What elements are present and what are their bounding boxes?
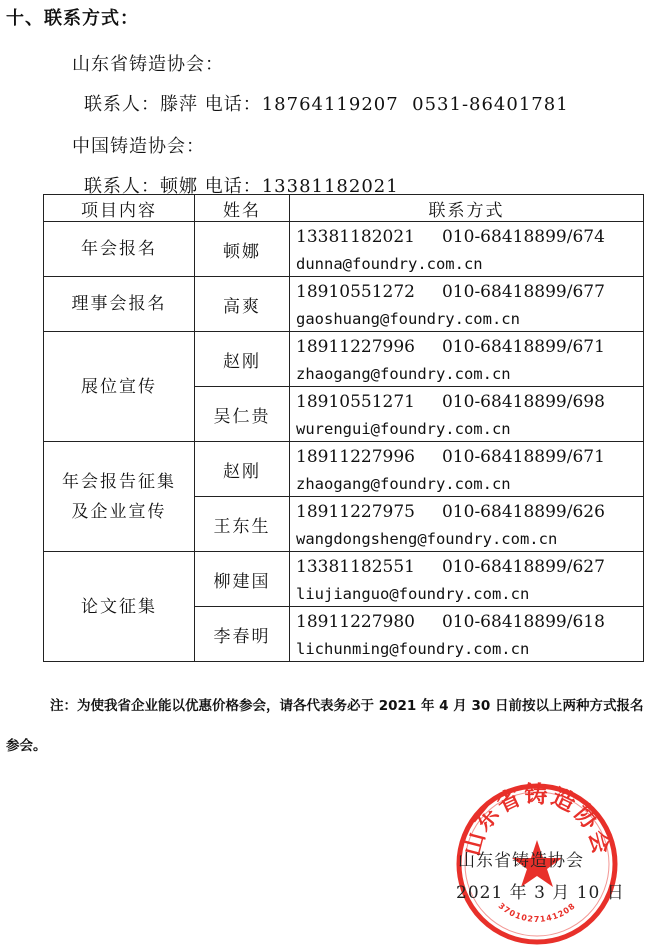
category-cell: 展位宣传 [44, 332, 195, 442]
registration-note: 注：为使我省企业能以优惠价格参会，请各代表务必于 2021 年 4 月 30 日前按以上两种方式报名参会。 [6, 698, 644, 754]
person-name: 吴仁贵 [195, 387, 290, 442]
person-name: 王东生 [195, 497, 290, 552]
category-cell: 年会报告征集及企业宣传 [44, 442, 195, 552]
phone-text: 13381182551 010-68418899/627 [296, 557, 605, 577]
phone-text: 18911227996 010-68418899/671 [296, 447, 605, 467]
email-text: liujianguo@foundry.com.cn [296, 585, 530, 603]
person-name: 柳建国 [195, 552, 290, 607]
phone-text: 18911227975 010-68418899/626 [296, 502, 605, 522]
org1-contact-line: 联系人：滕萍 电话：18764119207 0531-86401781 [84, 94, 569, 115]
person-name: 赵刚 [195, 332, 290, 387]
category-cell: 年会报名 [44, 222, 195, 277]
contact-cell [290, 497, 644, 552]
person-name: 高爽 [195, 277, 290, 332]
table-row [44, 277, 644, 332]
email-text: zhaogang@foundry.com.cn [296, 475, 511, 493]
email-text: wangdongsheng@foundry.com.cn [296, 530, 558, 548]
phone-text: 18911227980 010-68418899/618 [296, 612, 605, 632]
phone-text: 18910551272 010-68418899/677 [296, 282, 605, 302]
org2-contact-line: 联系人：顿娜 电话：13381182021 [84, 176, 399, 197]
table-header-row [44, 195, 644, 222]
table-row [44, 442, 644, 497]
table-row [44, 332, 644, 387]
email-text: zhaogang@foundry.com.cn [296, 365, 511, 383]
person-name: 李春明 [195, 607, 290, 662]
email-text: gaoshuang@foundry.com.cn [296, 310, 520, 328]
org2-name: 中国铸造协会： [72, 136, 205, 157]
category-cell: 理事会报名 [44, 277, 195, 332]
header-category: 项目内容 [44, 195, 195, 222]
table-row [44, 552, 644, 607]
contact-cell [290, 442, 644, 497]
contact-cell [290, 552, 644, 607]
contact-table [43, 194, 644, 662]
contact-cell [290, 277, 644, 332]
email-text: dunna@foundry.com.cn [296, 255, 483, 273]
header-name: 姓名 [195, 195, 290, 222]
table-row [44, 222, 644, 277]
signature-date: 2021 年 3 月 10 日 [456, 883, 625, 903]
header-contact: 联系方式 [290, 195, 644, 222]
seal-text: 山东省铸造协会 [459, 782, 615, 859]
email-text: lichunming@foundry.com.cn [296, 640, 530, 658]
person-name: 赵刚 [195, 442, 290, 497]
phone-text: 13381182021 010-68418899/674 [296, 227, 605, 247]
email-text: wurengui@foundry.com.cn [296, 420, 511, 438]
contact-cell [290, 222, 644, 277]
org1-name: 山东省铸造协会： [72, 54, 224, 75]
person-name: 顿娜 [195, 222, 290, 277]
contact-cell [290, 607, 644, 662]
signature-org: 山东省铸造协会 [458, 851, 584, 871]
contact-cell [290, 332, 644, 387]
phone-text: 18911227996 010-68418899/671 [296, 337, 605, 357]
phone-text: 18910551271 010-68418899/698 [296, 392, 605, 412]
contact-cell [290, 387, 644, 442]
seal-code: 3701027141208 [496, 901, 578, 924]
section-heading: 十、联系方式： [6, 8, 139, 29]
category-cell: 论文征集 [44, 552, 195, 662]
